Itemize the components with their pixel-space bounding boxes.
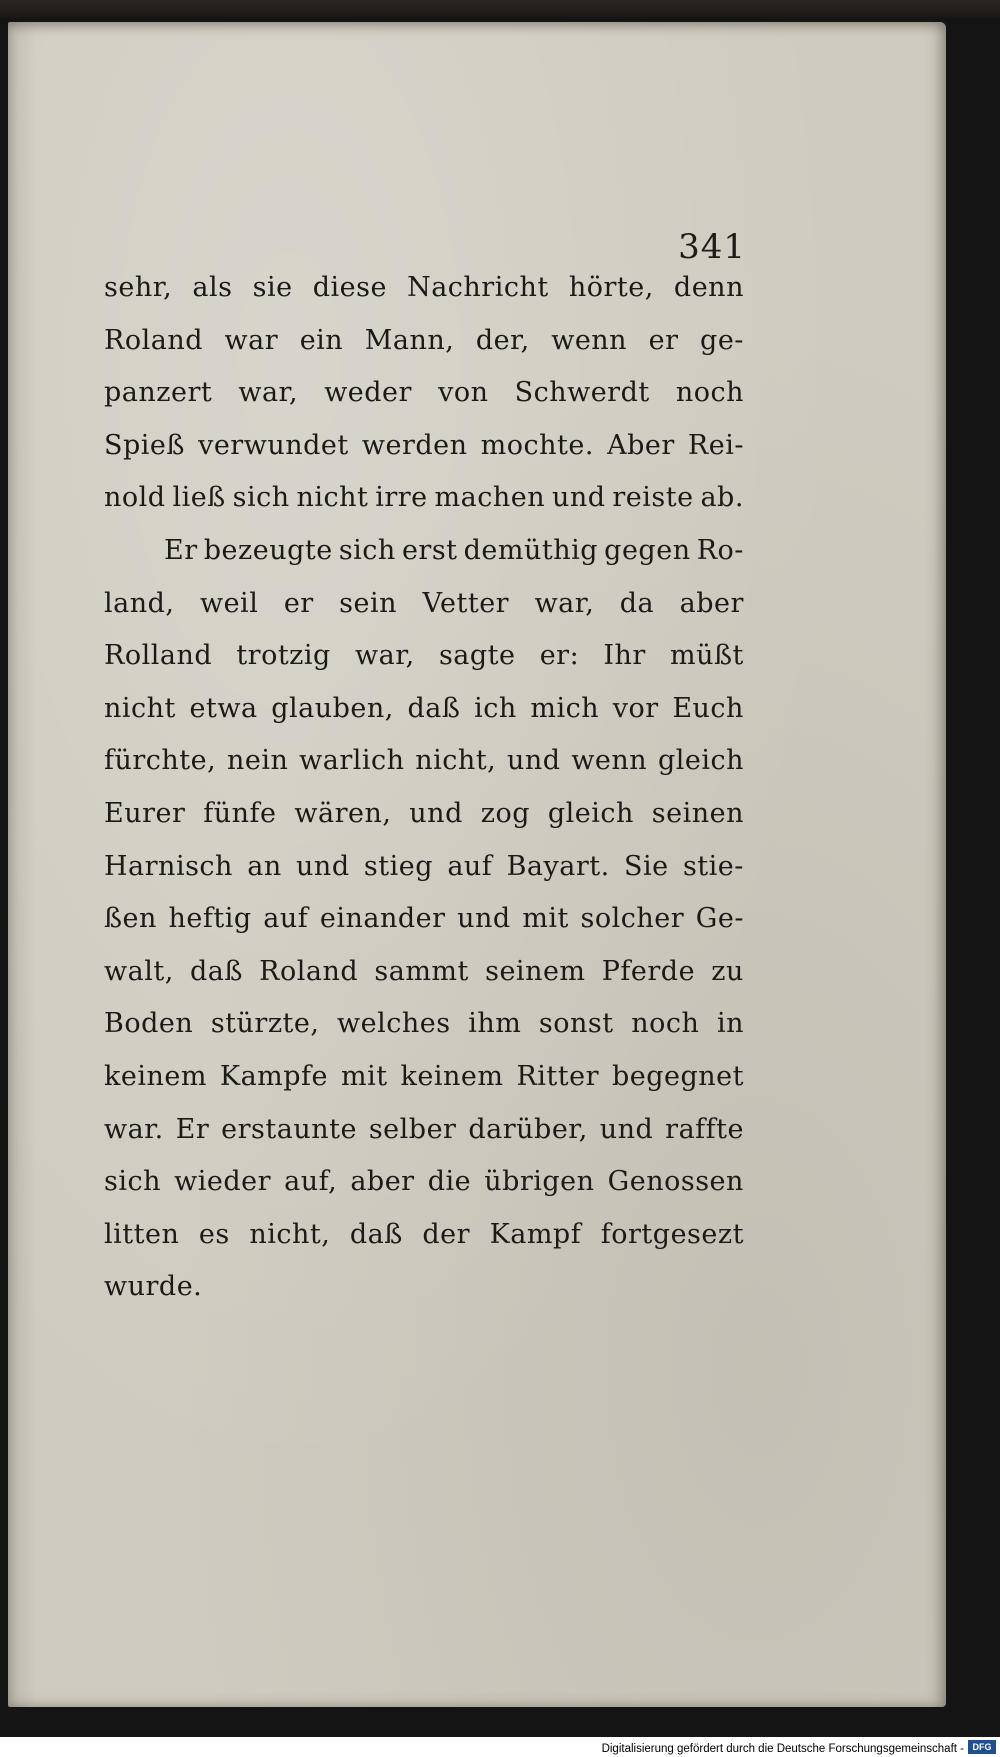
- word: erst: [401, 534, 458, 566]
- word: aber: [679, 587, 744, 619]
- word: Schwerdt: [514, 377, 650, 409]
- scan-top-edge: [0, 0, 1000, 18]
- word: wenn: [551, 324, 628, 356]
- word: war,: [534, 587, 595, 619]
- dfg-logo: DFG: [968, 1740, 996, 1754]
- word: hörte,: [568, 272, 654, 303]
- word: wären,: [294, 797, 392, 829]
- word: vor: [612, 692, 659, 724]
- word: Er: [164, 534, 198, 566]
- text-line: [104, 735, 744, 788]
- word: wenn: [571, 745, 648, 777]
- word: Roland: [259, 955, 359, 987]
- word: seinem: [485, 955, 586, 987]
- text-line: [104, 315, 744, 368]
- word: weder: [324, 377, 412, 409]
- word: der: [422, 1218, 470, 1250]
- word: trotzig: [236, 640, 331, 672]
- word: fünfe: [203, 797, 277, 829]
- word: mochte.: [480, 429, 594, 461]
- word: stieg: [363, 850, 434, 882]
- text-line: [104, 788, 744, 841]
- word: müßt: [670, 640, 744, 672]
- text-line: [104, 262, 744, 315]
- word: und: [457, 903, 511, 935]
- word: er:: [539, 640, 580, 672]
- word: diese: [312, 272, 387, 303]
- word: und: [296, 850, 350, 882]
- footer-bar: [0, 1737, 1000, 1757]
- word: mich: [530, 692, 600, 724]
- word: ich: [474, 692, 517, 724]
- word: und: [507, 745, 561, 777]
- text-line: [104, 1051, 744, 1104]
- text-line: [104, 630, 744, 683]
- text-line: [104, 1156, 744, 1209]
- word: Aber: [607, 429, 675, 461]
- word: daß: [349, 1218, 403, 1250]
- word: sich: [338, 534, 396, 566]
- word: selber: [368, 1113, 457, 1145]
- word: Boden: [104, 1008, 194, 1040]
- word: wurde.: [104, 1271, 203, 1303]
- word: Vetter: [422, 587, 510, 619]
- word: Spieß: [104, 429, 185, 461]
- word: Bayart.: [506, 850, 610, 882]
- text-line: [104, 1104, 744, 1157]
- word: warlich: [299, 745, 405, 777]
- word: ge-: [700, 324, 744, 356]
- word: war,: [355, 640, 415, 672]
- word: und: [599, 1113, 654, 1145]
- word: er: [648, 324, 679, 356]
- text-line: [104, 1261, 744, 1314]
- word: sein: [339, 587, 398, 619]
- word: auf: [263, 903, 309, 935]
- body-text: [104, 262, 744, 1314]
- word: Eurer: [104, 797, 186, 829]
- word: zog: [480, 797, 530, 829]
- word: er: [283, 587, 314, 619]
- word: machen: [434, 482, 546, 514]
- word: Nachricht: [407, 272, 549, 303]
- word: Ritter: [516, 1060, 600, 1092]
- word: nicht,: [415, 745, 497, 777]
- word: von: [438, 377, 489, 409]
- word: demüthig: [463, 534, 599, 566]
- word: daß: [190, 955, 243, 987]
- word: nein: [226, 745, 289, 777]
- text-line: [104, 841, 744, 894]
- word: welches: [337, 1008, 451, 1040]
- word: da: [619, 587, 655, 619]
- word: Kampfe: [219, 1060, 329, 1092]
- word: und: [551, 482, 606, 514]
- word: daß: [407, 692, 461, 724]
- word: raffte: [665, 1113, 744, 1145]
- word: panzert: [104, 377, 213, 409]
- word: litten: [104, 1218, 180, 1250]
- word: als: [192, 272, 233, 303]
- footer-credit: Digitalisierung gefördert durch die Deutsche Forschungsgemeinschaft -: [601, 1743, 964, 1755]
- word: reiste: [612, 482, 694, 514]
- word: stürzte,: [210, 1008, 320, 1040]
- word: Sie: [624, 850, 669, 882]
- word: nicht,: [249, 1218, 331, 1250]
- text-line: [104, 893, 744, 946]
- word: übrigen: [484, 1166, 595, 1198]
- word: verwundet: [198, 429, 349, 461]
- word: Kampf: [489, 1218, 582, 1250]
- word: war.: [104, 1113, 164, 1145]
- word: keinem: [400, 1060, 504, 1092]
- word: Rei-: [687, 429, 744, 461]
- word: etwa: [189, 692, 258, 724]
- word: Ro-: [696, 534, 744, 566]
- word: nicht: [296, 482, 369, 514]
- page-number: 341: [678, 227, 746, 267]
- word: walt,: [104, 955, 174, 987]
- word: gegen: [604, 534, 691, 566]
- word: land,: [104, 587, 175, 619]
- word: auf,: [284, 1166, 338, 1198]
- word: auf: [447, 850, 493, 882]
- word: sammt: [374, 955, 469, 987]
- word: nicht: [104, 692, 176, 724]
- text-line: [104, 472, 744, 525]
- word: noch: [675, 377, 744, 409]
- word: glauben,: [271, 692, 394, 724]
- word: denn: [673, 272, 744, 303]
- word: es: [198, 1218, 230, 1250]
- word: Euch: [672, 692, 744, 724]
- word: war,: [238, 377, 299, 409]
- word: bezeugte: [203, 534, 333, 566]
- word: die: [427, 1166, 472, 1198]
- word: Er: [175, 1113, 210, 1145]
- word: ließ: [172, 482, 226, 514]
- word: mit: [522, 903, 569, 935]
- word: der,: [475, 324, 530, 356]
- word: stie-: [682, 850, 744, 882]
- word: begegnet: [611, 1060, 744, 1092]
- word: fortgesezt: [600, 1218, 744, 1250]
- word: sich: [104, 1166, 162, 1198]
- word: ihm: [468, 1008, 522, 1040]
- word: keinem: [104, 1060, 207, 1092]
- word: aber: [350, 1166, 415, 1198]
- text-line: [104, 1209, 744, 1262]
- word: gleich: [657, 745, 744, 777]
- word: weil: [199, 587, 259, 619]
- word: sich: [232, 482, 290, 514]
- text-line: [104, 420, 744, 473]
- word: wieder: [174, 1166, 272, 1198]
- word: einander: [319, 903, 446, 935]
- word: Mann,: [364, 324, 455, 356]
- text-line: [104, 683, 744, 736]
- word: Roland: [104, 324, 203, 356]
- word: erstaunte: [221, 1113, 357, 1145]
- word: sagte: [438, 640, 516, 672]
- word: gleich: [547, 797, 634, 829]
- word: in: [716, 1008, 744, 1040]
- text-line: [104, 525, 744, 578]
- word: ab.: [700, 482, 744, 514]
- word: Pferde: [601, 955, 696, 987]
- word: mit: [341, 1060, 388, 1092]
- word: Rolland: [104, 640, 213, 672]
- word: und: [409, 797, 463, 829]
- word: heftig: [168, 903, 252, 935]
- text-line: [104, 578, 744, 631]
- word: nold: [104, 482, 166, 514]
- word: zu: [711, 955, 744, 987]
- word: sonst: [538, 1008, 614, 1040]
- word: fürchte,: [104, 745, 217, 777]
- text-line: [104, 998, 744, 1051]
- word: sie: [252, 272, 293, 303]
- word: Ihr: [603, 640, 646, 672]
- word: solcher: [580, 903, 685, 935]
- word: werden: [361, 429, 468, 461]
- word: Ge-: [695, 903, 744, 935]
- word: war: [224, 324, 279, 356]
- text-line: [104, 367, 744, 420]
- word: Genossen: [607, 1166, 744, 1198]
- word: seinen: [651, 797, 744, 829]
- word: Harnisch: [104, 850, 233, 882]
- word: irre: [375, 482, 428, 514]
- book-page: [8, 22, 946, 1707]
- word: ein: [299, 324, 344, 356]
- word: an: [247, 850, 282, 882]
- word: noch: [631, 1008, 700, 1040]
- word: ßen: [104, 903, 157, 935]
- word: darüber,: [468, 1113, 588, 1145]
- text-line: [104, 946, 744, 999]
- word: sehr,: [104, 272, 173, 303]
